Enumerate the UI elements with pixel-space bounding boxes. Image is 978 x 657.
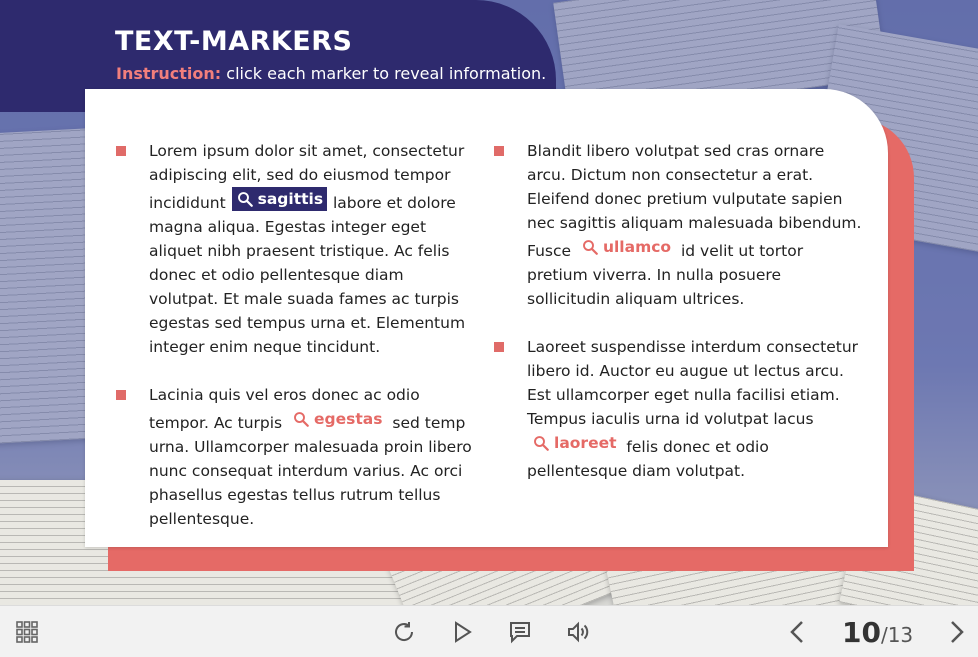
page-title: TEXT-MARKERS xyxy=(115,26,353,57)
instruction-body: click each marker to reveal information. xyxy=(221,64,547,83)
magnifier-icon xyxy=(532,434,550,452)
current-page: 10 xyxy=(842,616,881,649)
marker-label: egestas xyxy=(314,410,383,428)
marker-sagittis[interactable] xyxy=(232,187,327,211)
marker-label: sagittis xyxy=(257,190,324,208)
magnifier-icon xyxy=(581,238,599,256)
player-toolbar xyxy=(0,605,978,657)
paragraph-2: Lacinia quis vel eros donec ac odio tempor. Ac turpis egestas sed temp urna. Ullamcorper malesuada proin libero nunc consequat interdum varius. Ac orci phasellus egestas tellus rutrum tellus pellentesque. xyxy=(116,383,476,531)
marker-laoreet[interactable] xyxy=(528,431,621,455)
instruction-text xyxy=(116,64,546,83)
marker-ullamco[interactable] xyxy=(577,235,675,259)
replay-icon[interactable] xyxy=(392,620,416,644)
play-icon[interactable] xyxy=(450,620,474,644)
marker-egestas[interactable] xyxy=(288,407,386,431)
total-pages: /13 xyxy=(880,623,914,647)
instruction-label: Instruction: xyxy=(116,64,222,83)
prev-icon[interactable] xyxy=(786,620,810,644)
grid-menu-icon[interactable] xyxy=(15,620,39,644)
paragraph-4: Laoreet suspendisse interdum consectetur libero id. Auctor eu augue ut lectus arcu. Est ullamcorper eget nulla facilisi etiam. Tempus iaculis urna id volutpat lacus laoreet felis donec et odio pellentesque diam volutpat. xyxy=(494,335,864,483)
magnifier-icon xyxy=(292,410,310,428)
content-card xyxy=(85,89,888,547)
bullet-square xyxy=(494,342,504,352)
next-icon[interactable] xyxy=(944,620,968,644)
left-column xyxy=(116,139,476,555)
paragraph-1: Lorem ipsum dolor sit amet, consectetur adipiscing elit, sed do eiusmod tempor incididunt sagittis labore et dolore magna aliqua. Egestas integer eget aliquet nibh praesent tristique. Ac felis donec et odio pellentesque diam volutpat. Et male suada fames ac turpis egestas sed tempus urna et. Elementum integer enim neque tincidunt. xyxy=(116,139,476,359)
right-column xyxy=(494,139,864,507)
paragraph-3: Blandit libero volutpat sed cras ornare arcu. Dictum non consectetur a erat. Eleifend donec pretium vulputate sapien nec sagittis aliquam malesuada bibendum. Fusce ullamco id velit ut tortor pretium viverra. In nulla posuere sollicitudin aliquam ultrices. xyxy=(494,139,864,311)
page-counter xyxy=(842,616,913,649)
marker-label: laoreet xyxy=(554,434,617,452)
volume-icon[interactable] xyxy=(566,620,590,644)
magnifier-icon xyxy=(236,190,254,208)
notes-icon[interactable] xyxy=(508,620,532,644)
bullet-square xyxy=(494,146,504,156)
bullet-square xyxy=(116,146,126,156)
marker-label: ullamco xyxy=(602,238,672,256)
bullet-square xyxy=(116,390,126,400)
